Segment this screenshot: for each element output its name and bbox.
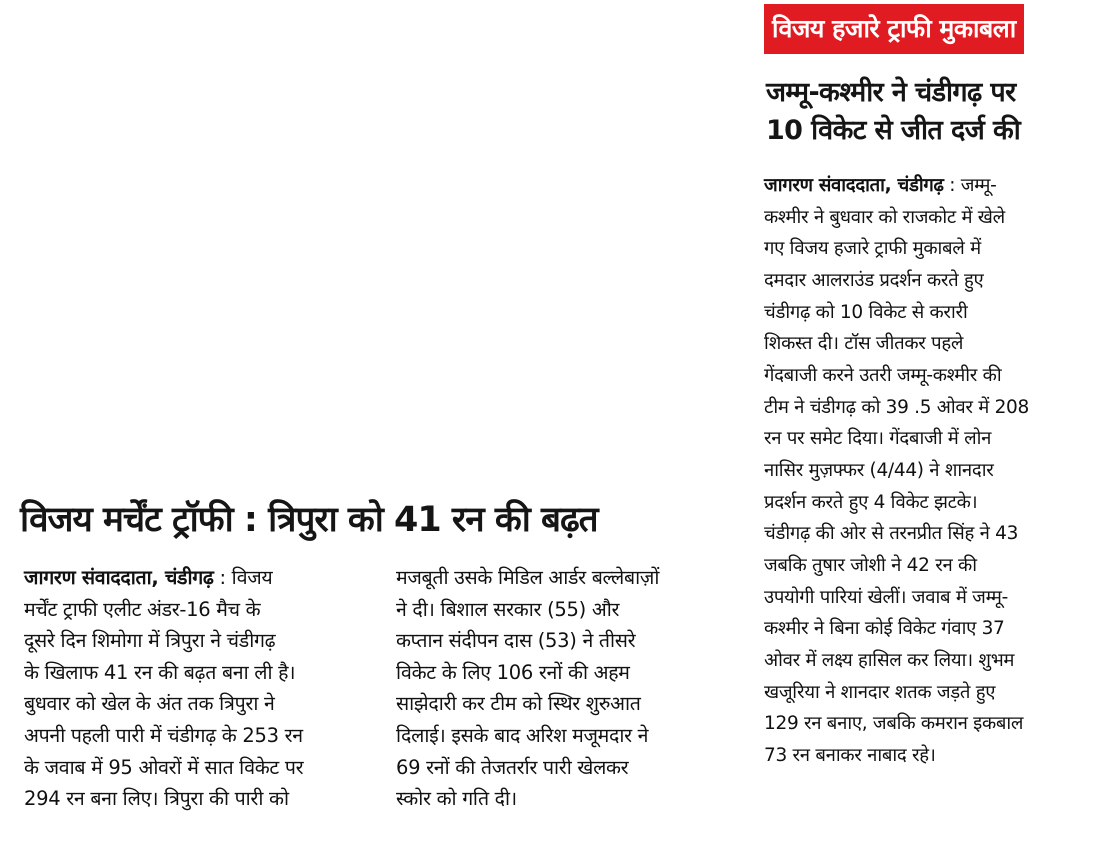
body-line: कप्तान संदीपन दास (53) ने तीसरे — [396, 629, 636, 653]
body-line: के जवाब में 95 ओवरों में सात विकेट पर — [24, 755, 304, 779]
body-line: दूसरे दिन शिमोगा में त्रिपुरा ने चंडीगढ़ — [24, 629, 276, 653]
side-body-line: टीम ने चंडीगढ़ को 39 .5 ओवर में 208 — [764, 396, 1030, 418]
body-column-right — [396, 562, 740, 815]
side-body-line: नासिर मुज़फ्फर (4/44) ने शानदार — [764, 459, 994, 481]
section-kicker: विजय हजारे ट्राफी मुकाबला — [764, 4, 1024, 54]
side-body-line: उपयोगी पारियां खेलीं। जवाब में जम्मू- — [764, 586, 1008, 608]
body-line: साझेदारी कर टीम को स्थिर शुरुआत — [396, 692, 641, 716]
side-headline-line: 10 विकेट से जीत दर्ज की — [766, 115, 1021, 146]
side-body-line: कश्मीर ने बुधवार को राजकोट में खेले — [764, 206, 1005, 228]
body-text: : विजय — [213, 566, 273, 589]
lead-dateline: जागरण संवाददाता, चंडीगढ़ — [24, 566, 214, 589]
lead-headline: विजय मर्चेंट ट्रॉफी : त्रिपुरा को 41 रन की बढ़त — [20, 500, 598, 540]
body-line: बुधवार को खेल के अंत तक त्रिपुरा ने — [24, 692, 275, 716]
side-body-line: जबकि तुषार जोशी ने 42 रन की — [764, 554, 977, 576]
body-line: के खिलाफ 41 रन की बढ़त बना ली है। — [24, 660, 296, 684]
body-line: अपनी पहली पारी में चंडीगढ़ के 253 रन — [24, 723, 303, 747]
side-headline — [766, 74, 1020, 150]
side-body-line: खजूरिया ने शानदार शतक जड़ते हुए — [764, 681, 996, 703]
body-line: 69 रनों की तेजतर्रार पारी खेलकर — [396, 755, 629, 779]
side-body-line: रन पर समेट दिया। गेंदबाजी में लोन — [764, 428, 992, 450]
side-dateline: जागरण संवाददाता, चंडीगढ़ — [764, 175, 944, 196]
side-body-line: ओवर में लक्ष्य हासिल कर लिया। शुभम — [764, 649, 1015, 671]
side-body-line: शिकस्त दी। टॉस जीतकर पहले — [764, 333, 964, 355]
body-column-left — [24, 562, 376, 815]
lead-story — [20, 496, 740, 856]
side-body-line: कश्मीर ने बिना कोई विकेट गंवाए 37 — [764, 618, 1005, 640]
body-line: मर्चेंट ट्राफी एलीट अंडर-16 मैच के — [24, 597, 261, 621]
side-body-line: प्रदर्शन करते हुए 4 विकेट झटके। — [764, 491, 978, 513]
body-line — [24, 562, 376, 594]
body-line: विकेट के लिए 106 रनों की अहम — [396, 660, 630, 684]
body-line: 294 रन बना लिए। त्रिपुरा की पारी को — [24, 787, 289, 811]
side-headline-line: जम्मू-कश्मीर ने चंडीगढ़ पर — [766, 77, 1016, 108]
side-story-body — [764, 170, 1102, 771]
body-line: ने दी। बिशाल सरकार (55) और — [396, 597, 620, 621]
side-body-line: गए विजय हजारे ट्राफी मुकाबले में — [764, 238, 981, 260]
side-body-line: दमदार आलराउंड प्रदर्शन करते हुए — [764, 269, 984, 291]
body-line: दिलाई। इसके बाद अरिश मजूमदार ने — [396, 723, 649, 747]
side-body-line: चंडीगढ़ को 10 विकेट से करारी — [764, 301, 968, 323]
side-body-line: 129 रन बनाए, जबकि कमरान इकबाल — [764, 713, 1024, 735]
body-line: मजबूती उसके मिडिल आर्डर बल्लेबाज़ों — [396, 566, 660, 589]
side-body-line — [764, 170, 1102, 202]
side-body-text: : जम्मू- — [943, 175, 997, 196]
side-body-line: चंडीगढ़ की ओर से तरनप्रीत सिंह ने 43 — [764, 523, 1019, 545]
side-body-line: 73 रन बनाकर नाबाद रहे। — [764, 744, 936, 766]
body-line: स्कोर को गति दी। — [396, 787, 517, 811]
side-story — [764, 4, 1102, 864]
side-body-line: गेंदबाजी करने उतरी जम्मू-कश्मीर की — [764, 364, 1002, 386]
